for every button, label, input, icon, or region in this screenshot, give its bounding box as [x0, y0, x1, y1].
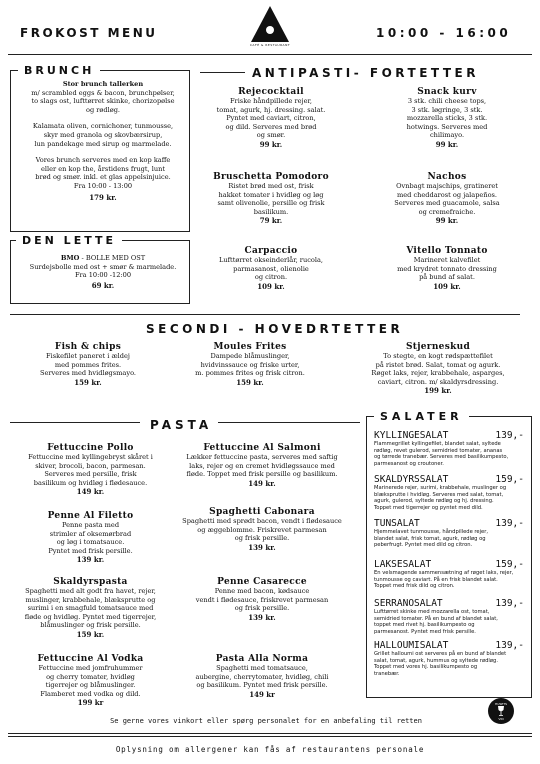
secondi-item: Moules Frites Dampede blåmuslinger, hvidvinssauce og friske urter, m. pommes frites og frisk citron. 159 kr.	[195, 342, 305, 387]
den-lette-price: 69 kr.	[91, 280, 115, 290]
pasta-item: Fettuccine Al Salmoni Lækker fettuccine pasta, serveres med saftig laks, rejer og en cremet hvidløgssauce med fløde. Toppet med frisk persille og basilikum. 149 kr.	[186, 443, 338, 488]
antipasti-item: Nachos Ovnbagt majschips, gratineret med cheddarost og jalapeños. Serveres med guacamole, salsa og cremefraiche. 99 kr.	[394, 172, 500, 226]
antipasti-item: Rejecocktail Friske håndpillede rejer, tomat, agurk, hj. dressing. salat. Pyntet med caviart, citron, og dild. Serveres med brød og smør. 99 kr.	[216, 87, 326, 149]
house-wine-badge: HUSETS VIN	[488, 698, 514, 724]
salad-item: SKALDYRSSALAT 159,- Marinerede rejer, surimi, krabbehale, muslinger og blæksprutte i hvidløg. Serveres med salat, tomat, agurk, gulerod, syltede rødløg og hj. dressing. Toppet med tigerrejer og pyntet med dild.	[374, 474, 524, 511]
pasta-left-rule	[10, 422, 140, 423]
restaurant-logo	[247, 4, 293, 52]
allergen-note: Oplysning om allergener kan fås af restaurantens personale	[115, 745, 425, 754]
footer-rule-bottom	[8, 736, 532, 737]
secondi-top-rule	[10, 314, 520, 315]
antipasti-item: Carpaccio Lufttørret okseinderlår, rucola, parmasanost, olienolie og citron. 109 kr.	[218, 246, 324, 291]
pasta-item: Fettuccine Al Vodka Fettuccine med jomfruhummer og cherry tomater, hvidløg tigerrejer og blåmuslinger. Flamberet med vodka og dild. 199 kr	[37, 654, 144, 708]
antipasti-left-rule	[200, 72, 245, 73]
den-lette-heading: DEN LETTE	[16, 234, 122, 247]
menu-title: FROKOST MENU	[20, 26, 158, 40]
salad-item: TUNSALAT 139,- Hjemmelavet tunmousse, håndpillede rejer, blandet salat, frisk tomat, agurk, rødløg og peberfrugt. Pyntet med dild og citron.	[374, 518, 524, 548]
pasta-item: Pasta Alla Norma Spaghetti med tomatsauce, aubergine, cherrytomater, hvidløg, chili og basilikum. Pyntet med frisk persille. 149 kr	[195, 654, 329, 699]
pasta-right-rule	[218, 422, 360, 423]
antipasti-item: Vitello Tonnato Marineret kalvefilet med krydret tonnato dressing på bund af salat. 109 kr.	[397, 246, 497, 291]
brunch-text: Stor brunch tallerken m/ scrambled eggs & bacon, brunchpølser, to slags ost, lufttørret skinke, chorizopølse og rødløg. Kalamata oliven, cornichoner, tunmousse, skyr med granola og skovbærsirup, lun pandekage med sirup og marmelade. Vores brunch serveres med en kop kaffe eller en kop the, årstidens frugt, lunt brød og smør. inkl. et glas appelsinjuice. Fra 10:00 - 13:00 179 kr.	[8, 80, 198, 202]
salad-item: SERRANOSALAT 139,- Lufttørret skinke med mozzarella ost, tomat, semidried tomater. På en bund af blandet salat, toppet med rivet hj. basilikumpesto og parmesanost. Pyntet med frisk persille.	[374, 598, 524, 635]
secondi-item: Stjerneskud To stegte, en kogt rødspættefilet på ristet brød. Salat, tomat og agurk. Røget laks, rejer, krabbehale, asparges, caviart, citron. m/ skaldyrsdressing. 199 kr.	[371, 342, 505, 396]
antipasti-item: Snack kurv 3 stk. chili cheese tops, 3 stk. løgringe, 3 stk. mozzarella sticks, 3 stk. hotwings. Serveres med chilimayo. 99 kr.	[406, 87, 488, 149]
brunch-heading: BRUNCH	[18, 64, 100, 77]
wine-note: Se gerne vores vinkort eller spørg personalet for en anbefaling til retten	[110, 717, 422, 725]
header-divider	[8, 54, 532, 55]
brunch-price: 179 kr.	[89, 192, 117, 202]
den-lette-text: BMO - BOLLE MED OST Surdejsbolle med ost + smør & marmelade. Fra 10:00 -12:00 69 kr.	[8, 254, 198, 290]
pasta-item: Spaghetti Cabonara Spaghetti med sprødt bacon, vendt i flødesauce og æggeblomme. Friskrevet parmesan og frisk persille. 139 kr.	[182, 507, 342, 552]
secondi-item: Fish & chips Fiskefilet paneret i ældej med pommes frites. Serveres med hvidløgsmayo. 159 kr.	[39, 342, 137, 387]
footer-rule-top	[8, 733, 532, 734]
salad-item: LAKSESALAT 159,- En velsmagende sammensætning af røget laks, rejer, tunmousse og caviart. På en frisk blandet salat. Toppet med frisk dild og citron.	[374, 559, 524, 589]
antipasti-heading: ANTIPASTI- FORTETTER	[252, 66, 479, 80]
secondi-heading: SECONDI - HOVEDRTETTER	[146, 322, 404, 336]
pasta-heading: PASTA	[150, 418, 213, 432]
brunch-name: Stor brunch tallerken	[62, 80, 144, 88]
pasta-item: Fettuccine Pollo Fettuccine med kyllingebryst skåret i skiver, brocoli, bacon, parmesan. Serveres med persille, frisk basilikum og hvidløg i flødesauce. 149 kr.	[28, 443, 153, 497]
pasta-item: Penne Al Filetto Penne pasta med strimler af oksemørbrad og løg i tomatsauce. Pyntet med frisk persille. 139 kr.	[47, 511, 134, 565]
antipasti-item: Bruschetta Pomodoro Ristet brød med ost, frisk hakket tomater i hvidløg og løg samt olivenolie, persille og frisk basilikum. 79 kr.	[213, 172, 329, 226]
salad-item: HALLOUMISALAT 139,- Grillet halloumi ost serveres på en bund af blandet salat, tomat, agurk, hummus og syltede rødløg. Toppet med vores hj. basilikumpesto og tranebær.	[374, 640, 524, 677]
logo-text: CAFÉ & RESTAURANT	[249, 43, 291, 47]
salater-heading: SALATER	[374, 410, 469, 423]
salad-item: KYLLINGESALAT 139,- Flammegrillet kyllingefilet, blandet salat, syltede rødløg, revet gulerod, semidried tomater, ananas og tørrede tranebær. Serveres med basilikumpesto, parmesanost og croutoner.	[374, 430, 524, 467]
pasta-item: Skaldyrspasta Spaghetti med alt godt fra havet, rejer, muslinger, krabbehale, blæksprutte og surimi i en smagfuld tomatsauce med fløde og hvidløg. Pyntet med tigerrejer, blåmuslinger og frisk persille. 159 kr.	[24, 577, 157, 639]
pasta-item: Penne Casarecce Penne med bacon, kødsauce vendt i flødesauce, friskrevet parmesan og frisk persille. 139 kr.	[195, 577, 329, 622]
opening-hours: 10:00 - 16:00	[376, 26, 512, 40]
